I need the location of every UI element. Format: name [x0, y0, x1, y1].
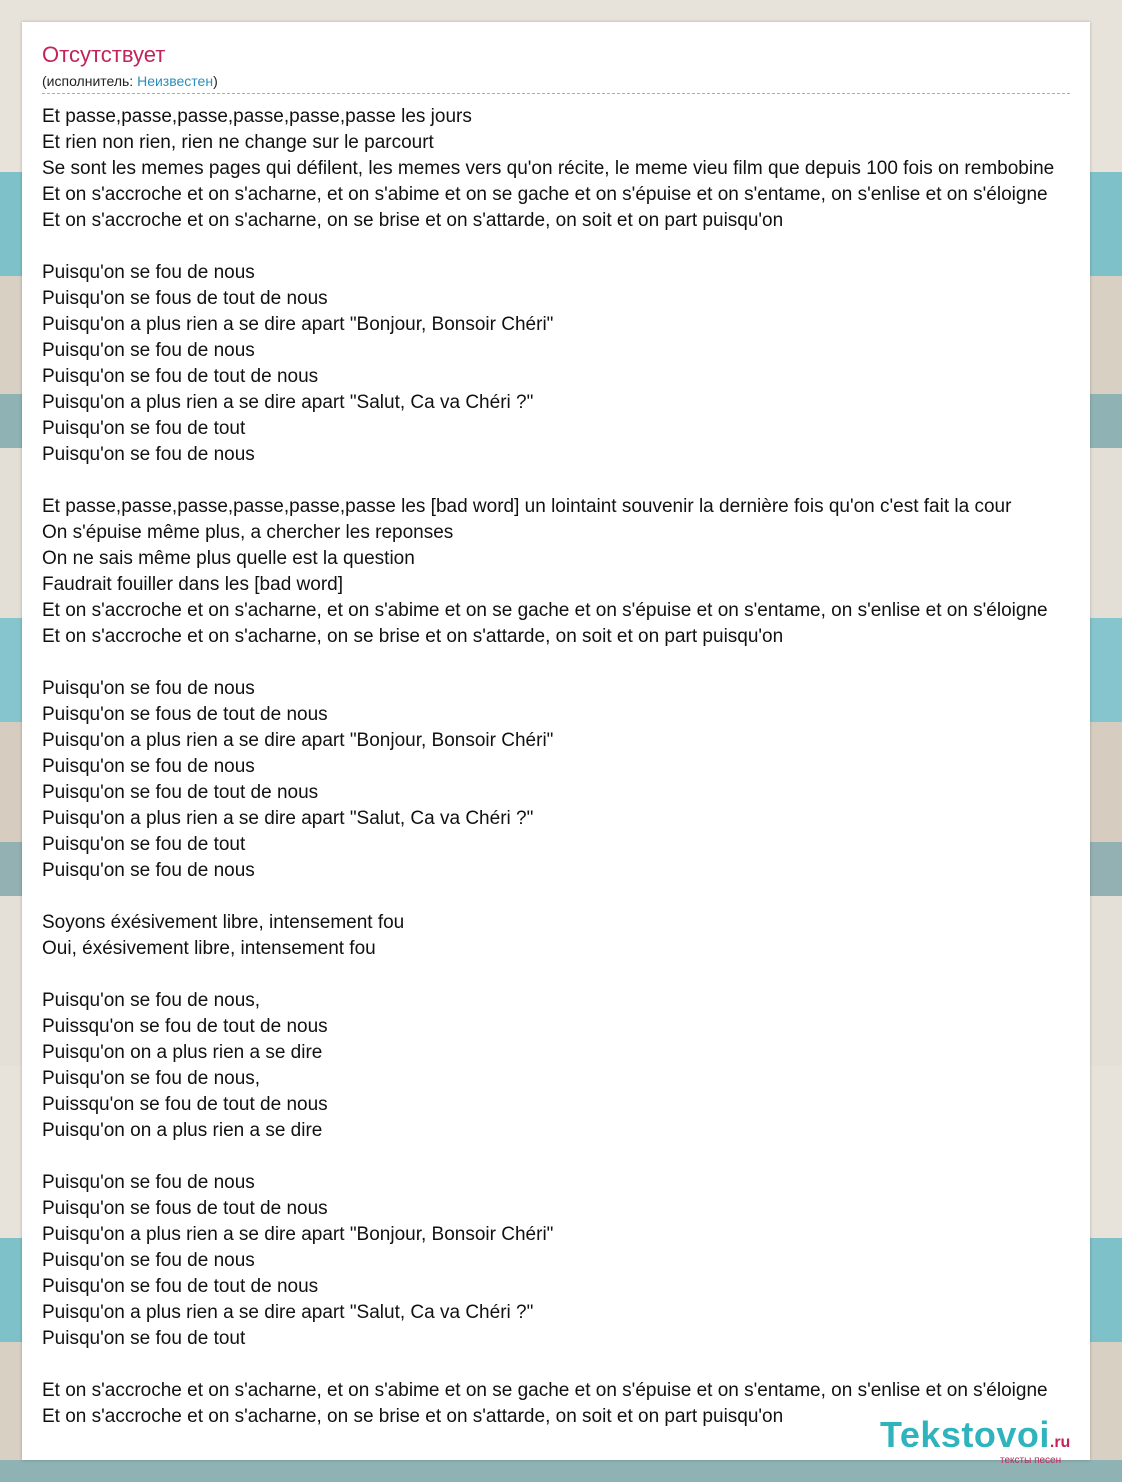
lyric-line: Faudrait fouiller dans les [bad word]: [42, 574, 343, 595]
lyric-line: Puisqu'on se fou de nous: [42, 678, 255, 699]
lyric-line: Puisqu'on on a plus rien a se dire: [42, 1120, 323, 1141]
lyric-line: Puisqu'on se fou de nous: [42, 1250, 255, 1271]
lyric-line: Oui, éxésivement libre, intensement fou: [42, 938, 376, 959]
lyric-line: Soyons éxésivement libre, intensement fou: [42, 912, 405, 933]
lyric-line: Puisqu'on se fous de tout de nous: [42, 1198, 328, 1219]
lyric-line: Puissqu'on se fou de tout de nous: [42, 1016, 328, 1037]
lyric-line: Puisqu'on a plus rien a se dire apart "Bonjour, Bonsoir Chéri": [42, 1224, 554, 1245]
lyric-line: Puisqu'on se fou de tout de nous: [42, 366, 319, 387]
logo-domain: .ru: [1049, 1434, 1071, 1451]
lyric-line: [42, 1352, 1122, 1378]
lyrics-text: [42, 104, 1122, 1430]
lyric-line: Puisqu'on se fou de nous,: [42, 1068, 261, 1089]
logo-tagline: тексты песен: [1000, 1455, 1062, 1466]
song-title: Отсутствует: [42, 42, 166, 67]
lyric-line: [42, 468, 1122, 494]
lyric-line: Et rien non rien, rien ne change sur le parcourt: [42, 132, 434, 153]
lyric-line: Puisqu'on se fou de nous: [42, 262, 255, 283]
lyric-line: Puisqu'on se fou de nous,: [42, 990, 261, 1011]
artist-prefix: (исполнитель:: [42, 73, 138, 89]
lyric-line: Et passe,passe,passe,passe,passe,passe les [bad word] un lointaint souvenir la dernière fois qu'on c'est fait la cour: [42, 496, 1012, 517]
lyric-line: Et on s'accroche et on s'acharne, et on s'abime et on se gache et on s'épuise et on s'entame, on s'enlise et on s'éloigne: [42, 184, 1048, 205]
lyric-line: Puisqu'on se fous de tout de nous: [42, 704, 328, 725]
lyric-line: Puisqu'on a plus rien a se dire apart "Bonjour, Bonsoir Chéri": [42, 730, 554, 751]
lyrics-card: [22, 22, 1090, 1466]
artist-link[interactable]: Неизвестен: [137, 73, 214, 89]
lyric-line: Puisqu'on se fou de nous: [42, 860, 255, 881]
title-divider: [42, 93, 1070, 94]
lyric-line: Puisqu'on se fou de tout de nous: [42, 782, 319, 803]
lyric-line: Puisqu'on on a plus rien a se dire: [42, 1042, 323, 1063]
lyric-line: Puisqu'on a plus rien a se dire apart "Salut, Ca va Chéri ?": [42, 808, 534, 829]
lyric-line: Puisqu'on a plus rien a se dire apart "Salut, Ca va Chéri ?": [42, 1302, 534, 1323]
lyric-line: [42, 234, 1122, 260]
lyric-line: [42, 1144, 1122, 1170]
lyric-line: Puisqu'on se fou de nous: [42, 1172, 255, 1193]
lyric-line: Et on s'accroche et on s'acharne, on se brise et on s'attarde, on soit et on part puisqu'on: [42, 1406, 784, 1427]
lyric-line: Puisqu'on se fou de nous: [42, 756, 255, 777]
lyric-line: Puisqu'on se fou de tout: [42, 834, 246, 855]
lyric-line: [42, 650, 1122, 676]
lyric-line: Puissqu'on se fou de tout de nous: [42, 1094, 328, 1115]
lyric-line: Puisqu'on a plus rien a se dire apart "Bonjour, Bonsoir Chéri": [42, 314, 554, 335]
logo-name: Tekstovoi: [880, 1414, 1050, 1455]
artist-line: [42, 73, 218, 89]
lyric-line: Puisqu'on se fou de tout: [42, 1328, 246, 1349]
lyric-line: On s'épuise même plus, a chercher les reponses: [42, 522, 454, 543]
lyric-line: [42, 884, 1122, 910]
lyric-line: [42, 962, 1122, 988]
lyric-line: Se sont les memes pages qui défilent, les memes vers qu'on récite, le meme vieu film que depuis 100 fois on rembobine: [42, 158, 1055, 179]
lyric-line: Puisqu'on se fou de tout de nous: [42, 1276, 319, 1297]
lyric-line: Et on s'accroche et on s'acharne, on se brise et on s'attarde, on soit et on part puisqu'on: [42, 210, 784, 231]
lyric-line: Et on s'accroche et on s'acharne, on se brise et on s'attarde, on soit et on part puisqu'on: [42, 626, 784, 647]
site-logo[interactable]: [880, 1414, 1071, 1466]
artist-suffix: ): [213, 73, 218, 89]
lyric-line: Et on s'accroche et on s'acharne, et on s'abime et on se gache et on s'épuise et on s'entame, on s'enlise et on s'éloigne: [42, 1380, 1048, 1401]
lyric-line: Puisqu'on se fous de tout de nous: [42, 288, 328, 309]
lyric-line: Et passe,passe,passe,passe,passe,passe les jours: [42, 106, 472, 127]
lyric-line: Puisqu'on a plus rien a se dire apart "Salut, Ca va Chéri ?": [42, 392, 534, 413]
lyric-line: Et on s'accroche et on s'acharne, et on s'abime et on se gache et on s'épuise et on s'entame, on s'enlise et on s'éloigne: [42, 600, 1048, 621]
lyric-line: Puisqu'on se fou de nous: [42, 340, 255, 361]
lyric-line: On ne sais même plus quelle est la question: [42, 548, 415, 569]
lyric-line: Puisqu'on se fou de nous: [42, 444, 255, 465]
lyric-line: Puisqu'on se fou de tout: [42, 418, 246, 439]
